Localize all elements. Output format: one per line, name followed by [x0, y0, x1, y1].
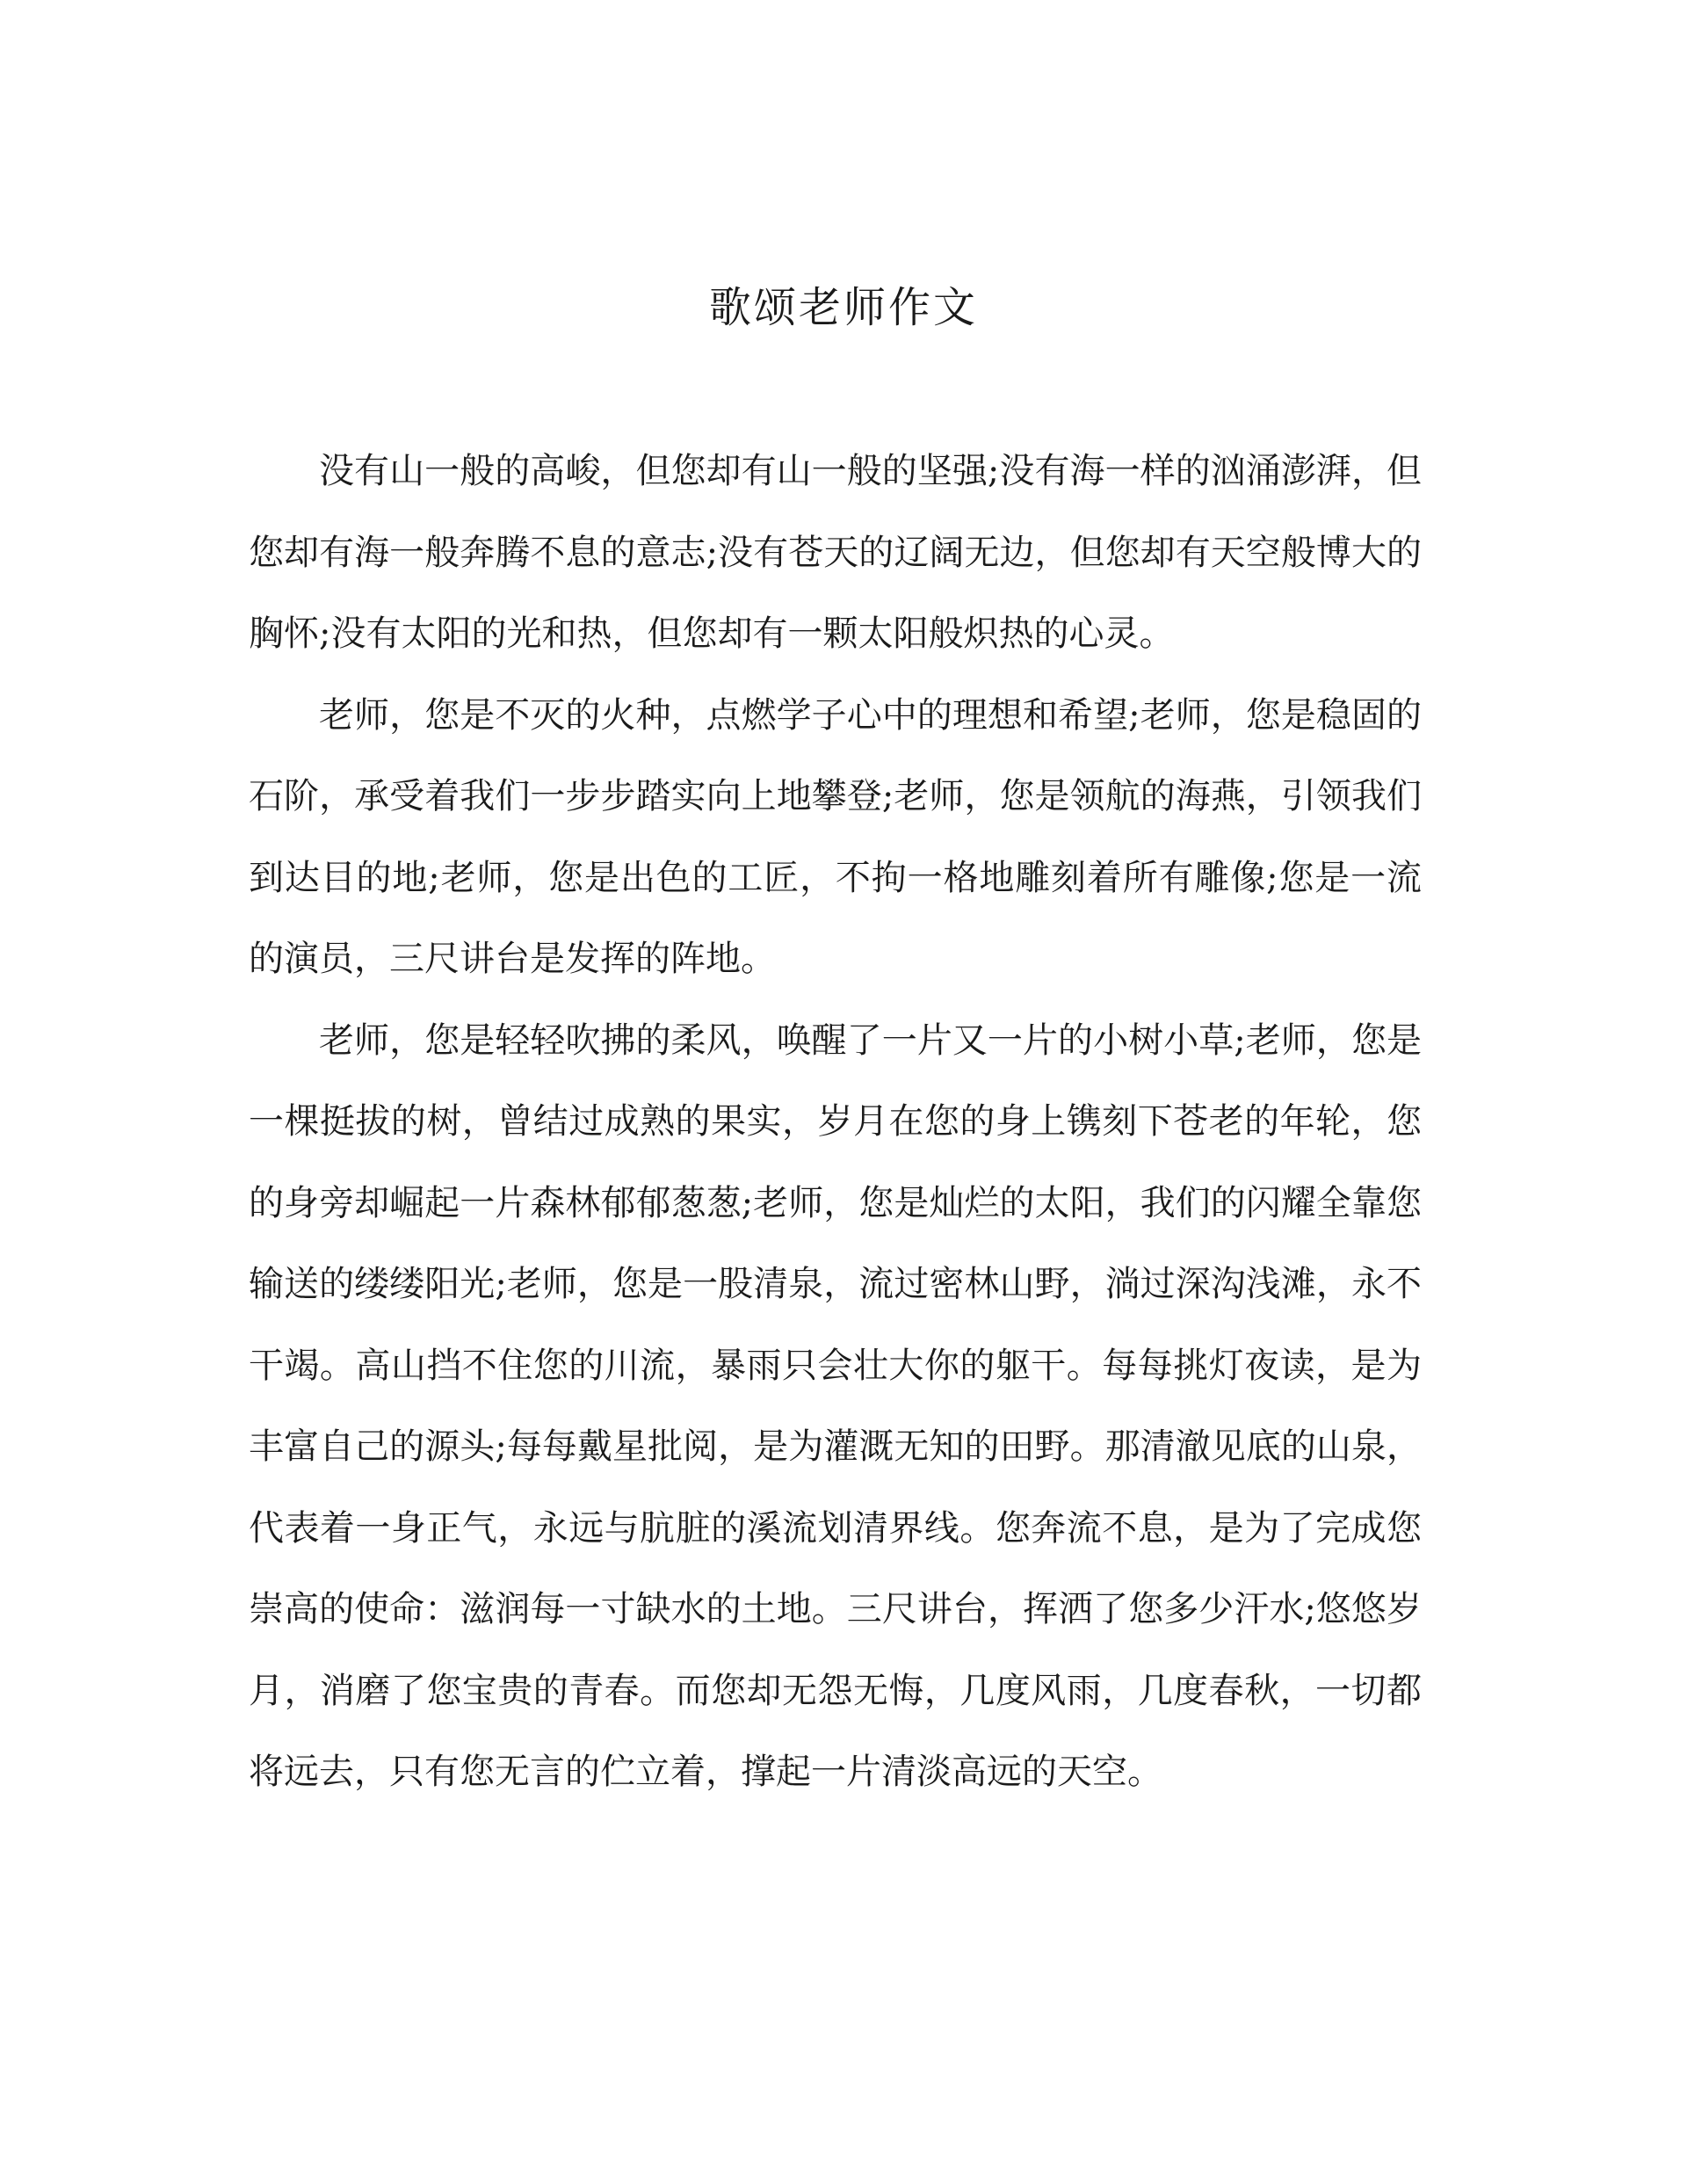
paragraph-2: 老师，您是不灭的火种，点燃学子心中的理想和希望;老师，您是稳固的石阶，承受着我们一步步踏实向上地攀登;老师，您是领航的海燕，引领我们到达目的地;老师，您是出色的工匠，不拘一格地雕刻着所有雕像;您是一流的演员，三尺讲台是发挥的阵地。 [249, 694, 1422, 979]
paragraph-1: 没有山一般的高峻，但您却有山一般的坚强;没有海一样的汹涌澎湃，但您却有海一般奔腾不息的意志;没有苍天的辽阔无边，但您却有天空般博大的胸怀;没有太阳的光和热，但您却有一颗太阳般炽热的心灵。 [249, 451, 1422, 654]
paragraph-3: 老师，您是轻轻吹拂的柔风，唤醒了一片又一片的小树小草;老师，您是一棵挺拔的树，曾结过成熟的果实，岁月在您的身上镌刻下苍老的年轮，您的身旁却崛起一片森林郁郁葱葱;老师，您是灿烂的太阳，我们的闪耀全靠您输送的缕缕阳光;老师，您是一股清泉，流过密林山野，淌过深沟浅滩，永不干竭。高山挡不住您的川流，暴雨只会壮大你的躯干。每每挑灯夜读，是为丰富自己的源头;每每戴星批阅，是为灌溉无知的田野。那清澈见底的山泉，代表着一身正气，永远与肮脏的溪流划清界线。您奔流不息，是为了完成您崇高的使命：滋润每一寸缺水的土地。三尺讲台，挥洒了您多少汗水;悠悠岁月，消磨了您宝贵的青春。而您却无怨无悔，几度风雨，几度春秋，一切都将远去，只有您无言的伫立着，撑起一片清淡高远的天空。 [249, 1019, 1422, 1792]
document-title: 歌颂老师作文 [708, 283, 978, 332]
document-body [249, 431, 1422, 1813]
